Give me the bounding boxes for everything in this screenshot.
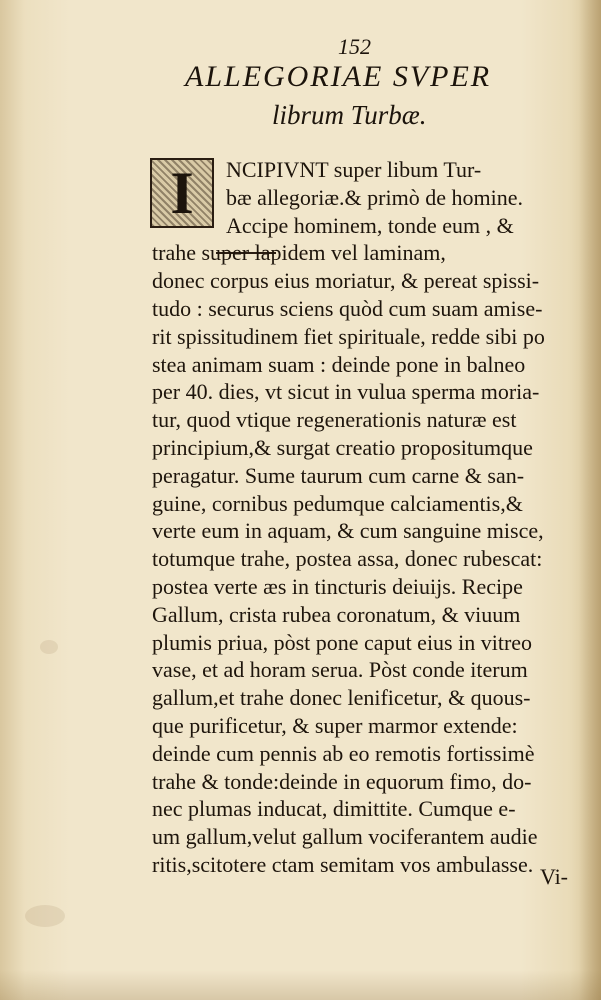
text-line: trahe super lapidem vel laminam, (152, 240, 446, 266)
text-line: totumque trahe, postea assa, donec rubescat: (152, 546, 543, 572)
text-line: trahe & tonde:deinde in equorum fimo, do- (152, 768, 532, 794)
text-line: Accipe hominem, tonde eum , & (226, 212, 514, 238)
text-line: NCIPIVNT super libum Tur- (226, 157, 482, 182)
text-line: rit spissitudinem fiet spirituale, redde sibi po (152, 323, 545, 349)
page-number: 152 (338, 34, 371, 59)
catchword: Vi- (540, 864, 569, 889)
text-line: plumis priua, pòst pone caput eius in vitreo (152, 629, 533, 655)
text-line: donec corpus eius moriatur, & pereat spissi- (152, 268, 540, 294)
text-line: per 40. dies, vt sicut in vulua sperma moria- (152, 379, 540, 405)
text-line: principium,& surgat creatio propositumque (152, 434, 533, 460)
text-line: deinde cum pennis ab eo remotis fortissimè (152, 740, 535, 766)
page-bottom-shadow (0, 970, 601, 1000)
text-line: peragatur. Sume taurum cum carne & san- (152, 462, 525, 488)
text-line: bæ allegoriæ.& primò de homine. (226, 184, 523, 210)
text-line: ritis,scitotere ctam semitam vos ambulasse. (152, 851, 534, 877)
running-subtitle: librum Turbæ. (272, 100, 427, 130)
body-text (152, 156, 588, 879)
text-line: guine, cornibus pedumque calciamentis,& (152, 490, 523, 516)
text-line: nec plumas inducat, dimittite. Cumque e- (152, 796, 516, 822)
text-line: um gallum,velut gallum vociferantem audie (152, 824, 538, 850)
text-line: Gallum, crista rubea coronatum, & viuum (152, 601, 521, 627)
text-line: tudo : securus sciens quòd cum suam amise- (152, 295, 543, 321)
text-line: que purificetur, & super marmor extende: (152, 712, 518, 738)
text-line: vase, et ad horam serua. Pòst conde iterum (152, 657, 528, 683)
text-line: verte eum in aquam, & cum sanguine misce, (152, 518, 544, 544)
text-line: gallum,et trahe donec lenificetur, & quous- (152, 685, 531, 711)
text-line: postea verte æs in tincturis deiuijs. Recipe (152, 573, 523, 599)
paper-stain (40, 640, 58, 654)
text-line: stea animam suam : deinde pone in balneo (152, 351, 526, 377)
running-title: ALLEGORIAE SVPER (185, 60, 492, 93)
drop-cap-letter: I (152, 160, 212, 226)
paper-stain (25, 905, 65, 927)
text-line: tur, quod vtique regenerationis naturæ est (152, 407, 517, 433)
